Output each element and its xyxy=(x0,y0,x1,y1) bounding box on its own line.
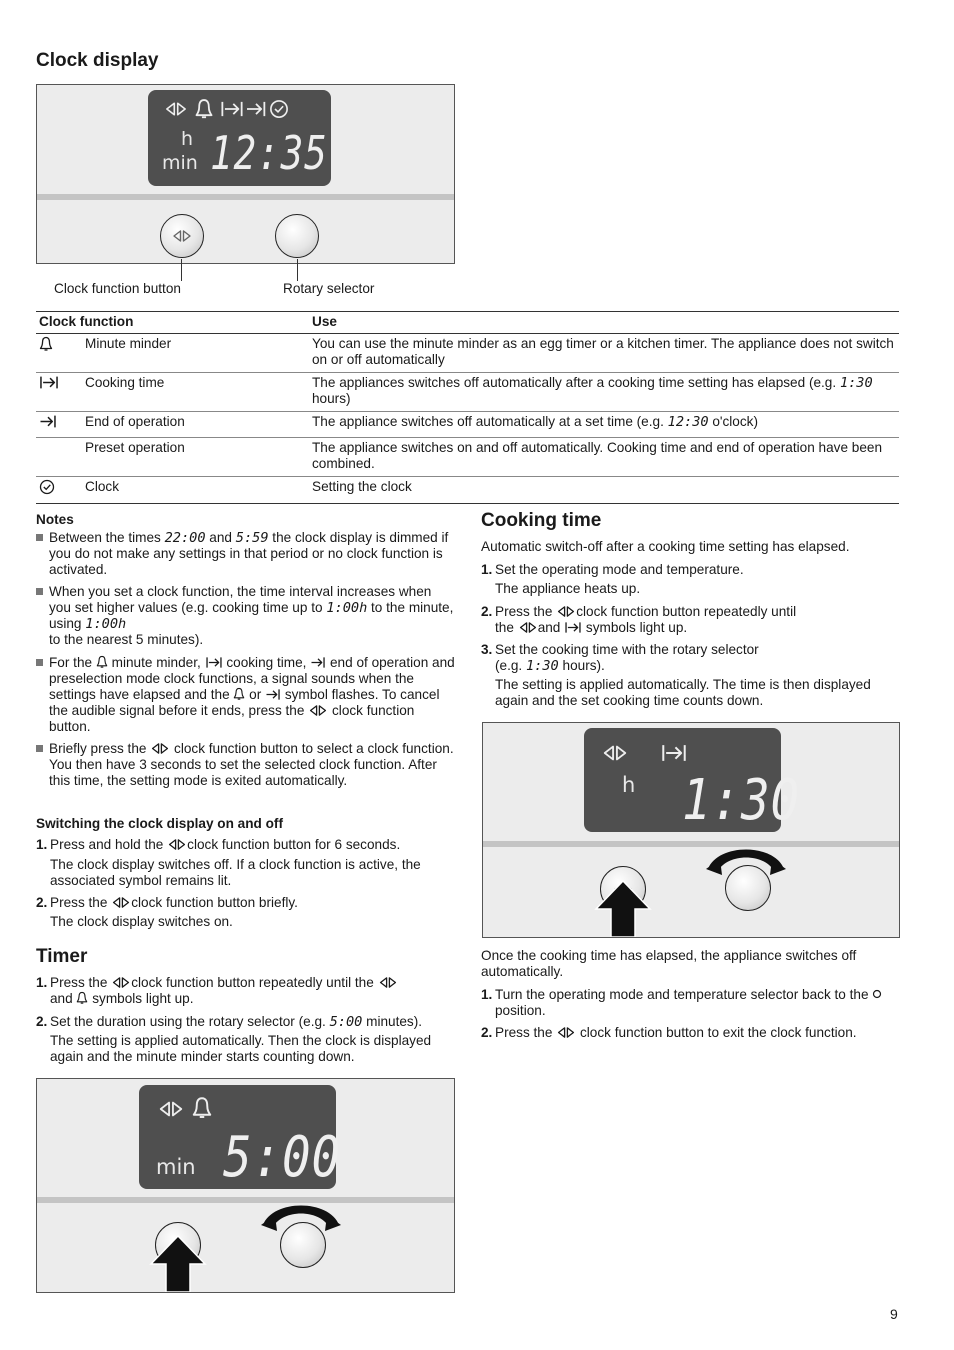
clock-button-symbol-icon xyxy=(111,976,131,989)
step-item: 2. Set the duration using the rotary selector (e.g. 5:00 minutes). xyxy=(36,1014,423,1030)
lcd-unit-min: min xyxy=(156,1155,196,1179)
table-header-function: Clock function xyxy=(36,312,309,334)
timer-illustration xyxy=(36,1078,455,1293)
off-position-icon xyxy=(872,989,882,999)
lcd-time: 5:00 xyxy=(223,1125,342,1190)
bell-icon xyxy=(194,98,214,120)
note-item: Between the times 22:00 and 5:59 the clock display is dimmed if you do not make any settings in that period or no clock function is activated. xyxy=(36,530,456,578)
bell-icon xyxy=(39,336,53,352)
clock-button-symbol-icon xyxy=(308,704,328,717)
cooking-time-icon xyxy=(205,656,223,669)
section-title-cooking-time: Cooking time xyxy=(481,510,602,531)
caption-clock-function-button: Clock function button xyxy=(54,281,181,296)
step-item: 1. Press the clock function button repeatedly until the and symbols light up. xyxy=(36,975,456,1007)
lcd-unit-h: h xyxy=(181,128,194,150)
clock-button-symbol-icon xyxy=(556,605,576,618)
end-of-operation-icon xyxy=(245,100,267,118)
press-arrow-icon xyxy=(149,1234,207,1292)
clock-button-symbol-icon xyxy=(556,1026,576,1039)
lcd-display xyxy=(584,728,801,833)
clock-button-symbol-icon xyxy=(171,229,193,243)
panel-divider xyxy=(483,841,900,847)
clock-button-symbol-icon xyxy=(111,896,131,909)
lcd-unit-h: h xyxy=(622,773,636,797)
clock-button-symbol-icon xyxy=(150,742,170,755)
step-result: The appliance heats up. xyxy=(495,581,641,596)
clock-icon xyxy=(39,479,55,495)
table-cell-use: The appliance switches on and off automatically. Cooking time and end of operation have been combined. xyxy=(309,438,899,477)
table-cell-use: Setting the clock xyxy=(309,477,899,504)
table-cell-function: Preset operation xyxy=(82,438,309,477)
step-item: 2. Press the clock function button repeatedly until the and symbols light up. xyxy=(481,604,797,636)
cooking-time-icon xyxy=(660,743,688,763)
table-row xyxy=(36,373,899,412)
section-title-timer: Timer xyxy=(36,946,88,967)
lcd-display xyxy=(148,90,331,186)
step-item: 2. Press the clock function button briefly. xyxy=(36,895,298,910)
table-cell-use: The appliance switches off automatically at a set time (e.g. 12:30 o'clock) xyxy=(309,412,899,438)
cooking-time-icon xyxy=(219,100,245,118)
leader-line xyxy=(181,259,182,281)
clock-button-symbol-icon xyxy=(601,744,629,762)
cooking-time-illustration xyxy=(482,722,900,938)
lcd-display xyxy=(139,1085,342,1190)
bell-icon xyxy=(76,991,88,1005)
step-item: 1. Turn the operating mode and temperature selector back to the position. xyxy=(481,987,901,1019)
bell-icon xyxy=(233,687,245,701)
rotary-selector[interactable] xyxy=(280,1222,326,1268)
table-cell-use: The appliances switches off automatically after a cooking time setting has elapsed (e.g. 1:30 hours) xyxy=(309,373,899,412)
clock-button-symbol-icon xyxy=(518,621,538,634)
press-arrow-icon xyxy=(594,879,652,937)
table-row xyxy=(36,334,899,373)
end-of-operation-icon xyxy=(310,656,326,669)
table-cell-function: Minute minder xyxy=(82,334,309,373)
clock-button-symbol-icon xyxy=(167,838,187,851)
section-title-clock-display: Clock display xyxy=(36,50,159,71)
step-item: 1. Press and hold the clock function button for 6 seconds. xyxy=(36,837,401,852)
lcd-time: 12:35 xyxy=(210,126,328,180)
table-cell-function: End of operation xyxy=(82,412,309,438)
rotary-selector[interactable] xyxy=(275,214,319,258)
rotary-selector[interactable] xyxy=(725,865,771,911)
clock-function-button[interactable] xyxy=(160,214,204,258)
clock-icon xyxy=(269,99,289,119)
clock-button-symbol-icon xyxy=(163,101,189,117)
cooking-after: Once the cooking time has elapsed, the appliance switches off automatically. xyxy=(481,948,857,980)
step-result: The setting is applied automatically. Then the clock is displayed again and the minute minder starts counting down. xyxy=(50,1033,432,1065)
step-result: The clock display switches off. If a clock function is active, the associated symbol remains lit. xyxy=(50,857,421,889)
notes-title: Notes xyxy=(36,512,74,527)
note-item: When you set a clock function, the time interval increases when you set higher values (e.g. cooking time up to 1:00h to the minute, using 1:00h to the nearest 5 minutes). xyxy=(36,584,456,648)
step-item: 1. Set the operating mode and temperature. xyxy=(481,562,744,577)
cooking-intro: Automatic switch-off after a cooking time setting has elapsed. xyxy=(481,539,850,554)
clock-function-table xyxy=(36,311,899,504)
page-number: 9 xyxy=(890,1306,898,1322)
clock-button-symbol-icon xyxy=(157,1100,185,1118)
table-row xyxy=(36,477,899,504)
panel-divider xyxy=(37,1197,455,1203)
table-cell-function: Cooking time xyxy=(82,373,309,412)
cooking-time-icon xyxy=(39,375,59,390)
clock-button-symbol-icon xyxy=(378,976,398,989)
table-cell-function: Clock xyxy=(82,477,309,504)
lcd-time: 1:30 xyxy=(682,768,801,833)
bell-icon xyxy=(96,655,108,669)
step-result: The clock display switches on. xyxy=(50,914,233,929)
table-row xyxy=(36,438,899,477)
bell-icon xyxy=(191,1096,213,1120)
table-header-use: Use xyxy=(309,312,899,334)
switching-title: Switching the clock display on and off xyxy=(36,816,283,831)
table-cell-use: You can use the minute minder as an egg timer or a kitchen timer. The appliance does not switch on or off automatically xyxy=(309,334,899,373)
caption-rotary-selector: Rotary selector xyxy=(283,281,375,296)
lcd-unit-min: min xyxy=(162,152,198,174)
end-of-operation-icon xyxy=(265,688,281,701)
note-item: Briefly press the clock function button to select a clock function. You then have 3 seconds to set the selected clock function. After this time, the setting mode is exited automatically. xyxy=(36,741,456,789)
cooking-time-icon xyxy=(564,621,582,634)
table-row xyxy=(36,412,899,438)
step-item: 2. Press the clock function button to exit the clock function. xyxy=(481,1025,857,1040)
note-item: For the minute minder, cooking time, end of operation and preselection mode clock functions, a signal sounds when the settings have elapsed and the or symbol flashes. To cancel the audible signal before it ends, press the clock function button. xyxy=(36,655,456,735)
clock-display-illustration xyxy=(36,84,455,264)
step-item: 3. Set the cooking time with the rotary selector (e.g. 1:30 hours). xyxy=(481,642,759,675)
panel-divider xyxy=(37,194,455,200)
leader-line xyxy=(297,259,298,281)
table-header-row xyxy=(36,312,899,334)
step-result: The setting is applied automatically. The time is then displayed again and the set cooking time counts down. xyxy=(495,677,871,709)
end-of-operation-icon xyxy=(39,414,57,429)
